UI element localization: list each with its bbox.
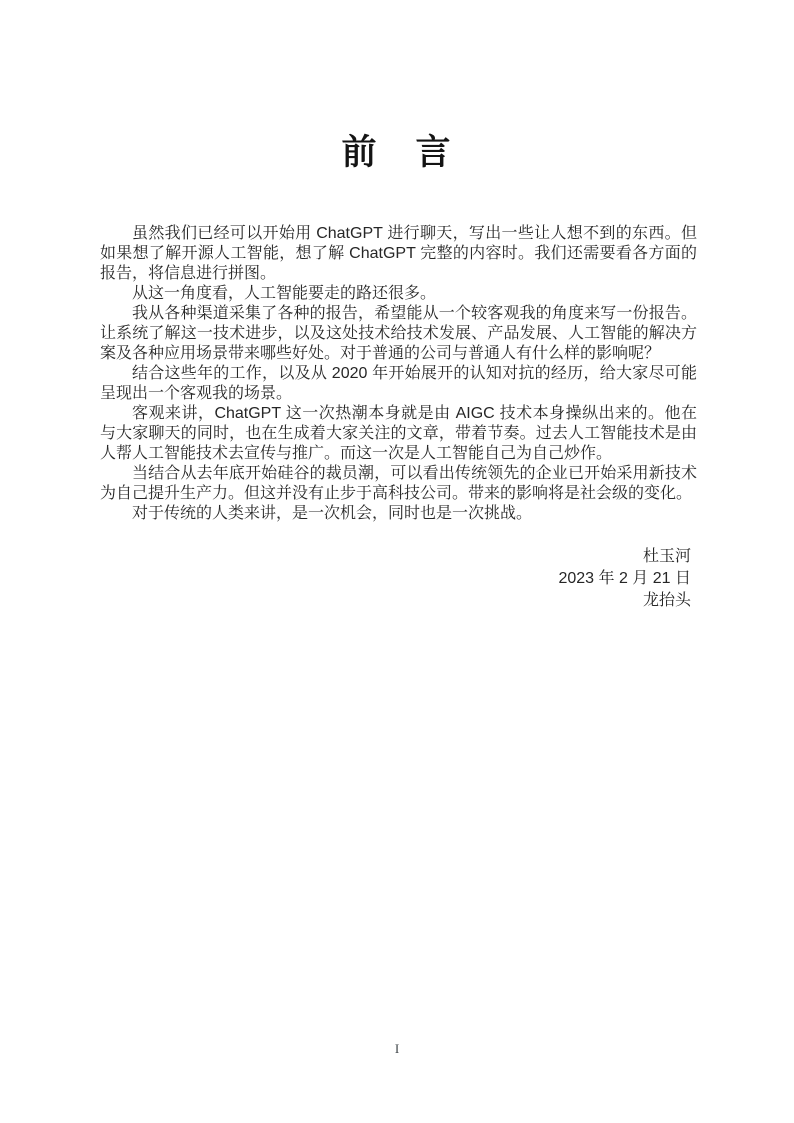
paragraph-2: 从这一角度看，人工智能要走的路还很多。 (132, 285, 437, 302)
paragraph-6: 当结合从去年底开始硅谷的裁员潮，可以看出传统领先的企业已开始采用新技术为自己提升生产力。但这并没有止步于高科技公司。带来的影响将是社会级的变化。 (100, 465, 697, 502)
paragraph-7: 对于传统的人类来讲，是一次机会，同时也是一次挑战。 (132, 505, 533, 522)
page-title: 前 言 (341, 133, 453, 173)
signature-author: 杜玉河 (642, 548, 691, 565)
paragraph-4: 结合这些年的工作，以及从 2020 年开始展开的认知对抗的经历，给大家尽可能呈现出一个客观我的场景。 (100, 365, 697, 402)
page-number: I (394, 1041, 400, 1056)
paragraph-5: 客观来讲，ChatGPT 这一次热潮本身就是由 AIGC 技术本身操纵出来的。他在与大家聊天的同时，也在生成着大家关注的文章，带着节奏。过去人工智能技术是由人帮人工智能技术去宣传与推广。而这一次是人工智能自己为自己炒作。 (100, 405, 697, 462)
paragraph-1: 虽然我们已经可以开始用 ChatGPT 进行聊天，写出一些让人想不到的东西。但如果想了解开源人工智能，想了解 ChatGPT 完整的内容时。我们还需要看各方面的报告，将信息进行拼图。 (100, 225, 697, 282)
paragraph-3: 我从各种渠道采集了各种的报告，希望能从一个较客观我的角度来写一份报告。让系统了解这一技术进步，以及这处技术给技术发展、产品发展、人工智能的解决方案及各种应用场景带来哪些好处。对于普通的公司与普通人有什么样的影响呢？ (100, 305, 697, 362)
document-body (100, 224, 697, 612)
signature-note: 龙抬头 (642, 592, 691, 609)
signature-block (100, 546, 697, 612)
signature-date: 2023 年 2 月 21 日 (558, 570, 691, 587)
